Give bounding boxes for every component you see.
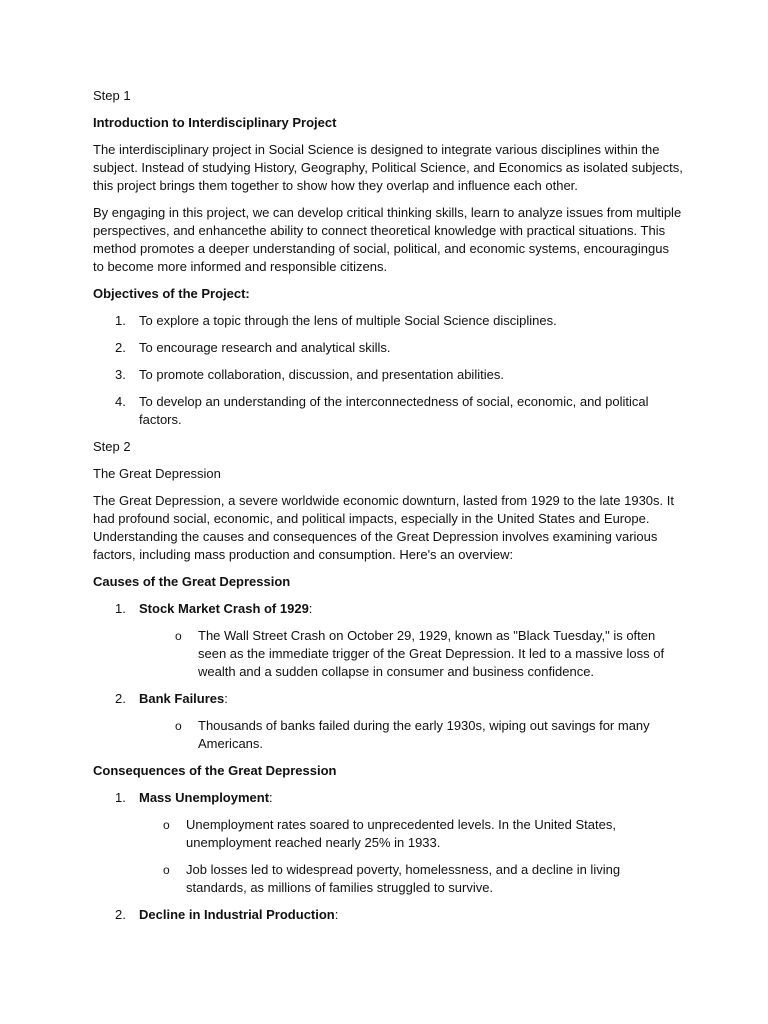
title-colon: : <box>224 691 228 706</box>
consequence-item <box>93 906 683 924</box>
causes-heading: Causes of the Great Depression <box>93 574 291 589</box>
cause-subitem <box>93 627 683 681</box>
objective-item <box>93 393 683 429</box>
document-body <box>93 87 683 933</box>
objectives-heading: Objectives of the Project: <box>93 286 250 301</box>
cause-title: Bank Failures <box>139 691 225 706</box>
cause-item <box>93 600 683 618</box>
list-number: 1. <box>115 790 126 805</box>
list-number: 1. <box>115 313 126 328</box>
objective-item <box>93 312 683 330</box>
objective-item <box>93 366 683 384</box>
cause-item <box>93 690 683 708</box>
title-colon: : <box>334 907 339 922</box>
consequence-subitem <box>93 861 683 897</box>
cause-subitem <box>93 717 683 753</box>
list-number: 2. <box>115 691 126 706</box>
list-number: 3. <box>115 367 126 382</box>
consequences-heading: Consequences of the Great Depression <box>93 763 337 778</box>
list-number: 2. <box>115 907 126 922</box>
consequence-title: Mass Unemployment <box>139 790 270 805</box>
cause-detail: The Wall Street Crash on October 29, 1929, known as "Black Tuesday," is often seen as the immediate trigger of the Great Depression. It led to a massive loss of wealth and a sudden collapse in consumer and business confidence. <box>198 628 665 679</box>
consequence-detail: Job losses led to widespread poverty, homelessness, and a decline in living standards, as millions of families struggled to survive. <box>186 862 621 895</box>
cause-title: Stock Market Crash of 1929 <box>139 601 309 616</box>
step1-label: Step 1 <box>93 88 131 103</box>
objective-text: To develop an understanding of the interconnectedness of social, economic, and political factors. <box>139 394 649 427</box>
intro-heading: Introduction to Interdisciplinary Project <box>93 115 337 130</box>
bullet-icon: o <box>163 818 170 832</box>
bullet-icon: o <box>175 629 182 643</box>
section-title: The Great Depression <box>93 466 221 481</box>
objective-text: To encourage research and analytical skills. <box>139 340 391 355</box>
consequence-detail: Unemployment rates soared to unprecedented levels. In the United States, unemployment reached nearly 25% in 1933. <box>186 817 616 850</box>
list-number: 4. <box>115 394 126 409</box>
cause-detail: Thousands of banks failed during the early 1930s, wiping out savings for many Americans. <box>198 718 650 751</box>
objective-text: To explore a topic through the lens of multiple Social Science disciplines. <box>139 313 557 328</box>
list-number: 1. <box>115 601 126 616</box>
title-colon: : <box>308 601 313 616</box>
consequence-title: Decline in Industrial Production <box>139 907 335 922</box>
depression-intro-paragraph: The Great Depression, a severe worldwide economic downturn, lasted from 1929 to the late 1930s. It had profound social, economic, and political impacts, especially in the United States and Europe. Understanding the causes and consequences of the Great Depression involves examining various factors, including mass production and consumption. Here's an overview: <box>93 493 674 562</box>
bullet-icon: o <box>175 719 182 733</box>
bullet-icon: o <box>163 863 170 877</box>
intro-paragraph-1: The interdisciplinary project in Social Science is designed to integrate various disciplines within the subject. Instead of studying History, Geography, Political Science, and Economics as isolated subjects, this project brings them together to show how they overlap and influence each other. <box>93 142 683 193</box>
step2-label: Step 2 <box>93 439 131 454</box>
consequence-item <box>93 789 683 807</box>
intro-paragraph-2: By engaging in this project, we can develop critical thinking skills, learn to analyze issues from multiple perspectives, and enhancethe ability to connect theoretical knowledge with practical situations. This method promotes a deeper understanding of social, political, and economic systems, encouragingus to become more informed and responsible citizens. <box>93 205 682 274</box>
consequence-subitem <box>93 816 683 852</box>
title-colon: : <box>269 790 273 805</box>
list-number: 2. <box>115 340 126 355</box>
objective-item <box>93 339 683 357</box>
objective-text: To promote collaboration, discussion, and presentation abilities. <box>139 367 504 382</box>
